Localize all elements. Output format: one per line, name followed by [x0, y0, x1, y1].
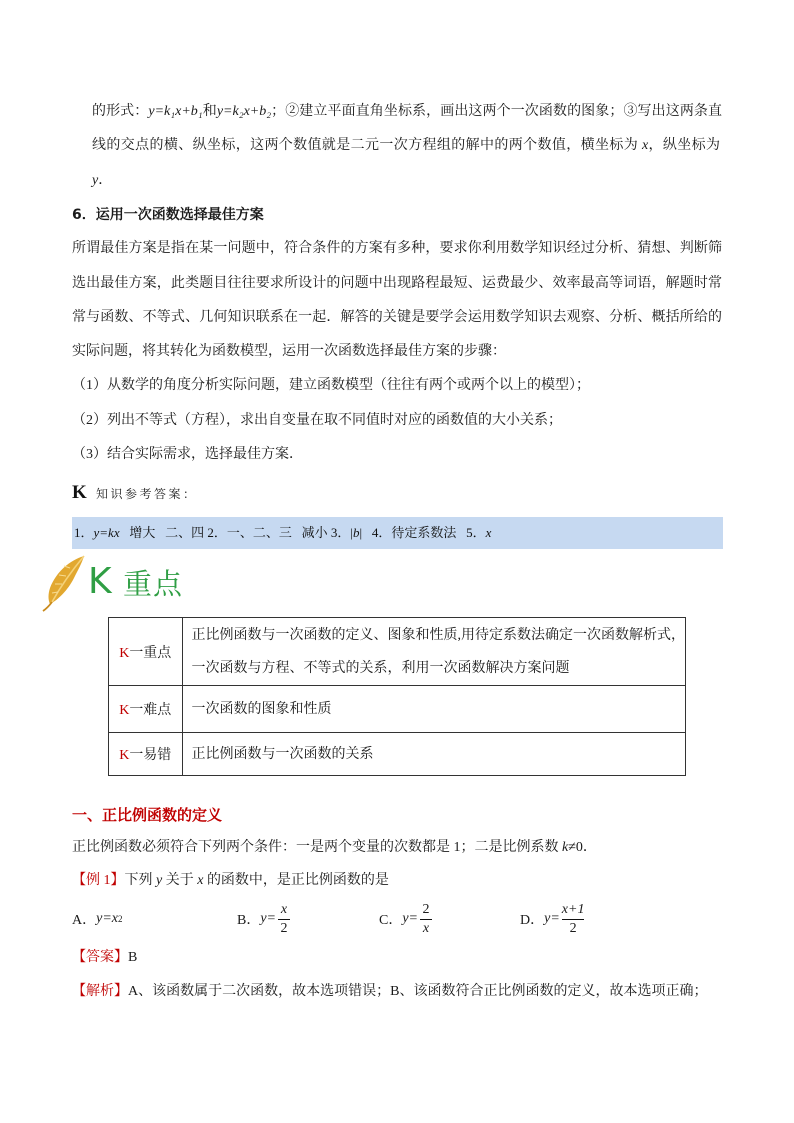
denominator: 2 [569, 920, 577, 936]
paragraph-line: 常与函数、不等式、几何知识联系在一起．解答的关键是要学会运用数学知识去观察、分析、概括所给的 [72, 310, 722, 325]
variable: x [197, 873, 204, 888]
variable: x [485, 525, 492, 540]
text-run: ；②建立平面直角坐标系，画出这两个一次函数的图象；③写出这两条直 [271, 104, 722, 119]
analysis-tag: 【解析】 [72, 984, 128, 999]
option-d [520, 900, 584, 938]
row-label: 一难点 [129, 703, 172, 718]
denominator: 2 [280, 920, 288, 936]
answer-value: B [128, 950, 138, 965]
text-run: 线的交点的横、纵坐标，这两个数值就是二元一次方程组的解中的两个数值，横坐标为 [92, 138, 642, 153]
answers-label: 知识参考答案： [96, 487, 198, 501]
text-run: 和 [202, 104, 217, 119]
content-line: 正比例函数与一次函数的关系 [191, 746, 374, 762]
content-line: 一次函数的图象和性质 [191, 701, 332, 717]
feather-icon [40, 554, 88, 612]
table-cell-label [109, 733, 183, 776]
option-a [72, 900, 123, 938]
option-lhs: y= [544, 911, 560, 926]
variable: k [562, 840, 569, 855]
text-run: 1． [74, 525, 94, 540]
row-label: 一易错 [129, 748, 172, 763]
denominator: x [422, 920, 430, 936]
fraction-bar [562, 919, 585, 920]
table-cell-content [182, 618, 686, 686]
text-run: | 4．待定系数法 5． [359, 525, 486, 540]
focus-table [108, 617, 686, 776]
formula: y=kx [93, 525, 120, 540]
section-heading: 一、正比例函数的定义 [72, 806, 223, 824]
option-letter: C． [379, 913, 403, 928]
content-line: 一次函数与方程、不等式的关系，利用一次函数解决方案问题 [191, 660, 570, 676]
option-letter: A． [72, 913, 97, 928]
variable: b [352, 525, 360, 540]
text-run: 下列 [124, 873, 156, 888]
analysis-text: A、该函数属于二次函数，故本选项错误；B、该函数符合正比例函数的定义，故本选项正确； [128, 984, 708, 999]
step-item: （3）结合实际需求，选择最佳方案． [72, 447, 303, 462]
intro-line [92, 136, 720, 156]
variable: y [92, 173, 99, 188]
k-mark: K [119, 748, 130, 763]
paragraph-line: 实际问题，将其转化为函数模型，运用一次函数选择最佳方案的步骤： [72, 344, 506, 359]
step-item: （1）从数学的角度分析实际问题，建立函数模型（往往有两个或两个以上的模型）； [72, 378, 590, 393]
option-c [379, 900, 432, 938]
k-mark: K [119, 645, 130, 661]
logo-title: 重点 [123, 567, 184, 601]
text-run: ． [98, 173, 113, 188]
variable: y [156, 873, 163, 888]
intro-line [92, 102, 722, 122]
option-lhs: y= [402, 911, 419, 926]
paragraph-line: 选出最佳方案，此类题目往往要求所设计的问题中出现路程最短、运费最少、效率最高等词语，解题时常 [72, 276, 722, 291]
table-row [109, 686, 686, 733]
numerator: 2 [422, 901, 430, 917]
variable: x [641, 138, 649, 153]
table-cell-content [182, 686, 686, 733]
logo-k: K [88, 561, 112, 602]
step-item: （2）列出不等式（方程），求出自变量在取不同值时对应的函数值的大小关系； [72, 413, 562, 428]
content-line: 正比例函数与一次函数的定义、图象和性质,用待定系数法确定一次函数解析式， [191, 627, 685, 643]
fraction-bar [278, 919, 290, 920]
fraction [562, 902, 585, 937]
text-run: ，纵坐标为 [648, 138, 720, 153]
option-expression: y=x [96, 911, 118, 926]
exponent: 2 [118, 914, 123, 924]
table-cell-label [109, 686, 183, 733]
text-run: ≠0． [568, 840, 597, 855]
row-label: 一重点 [129, 645, 172, 661]
analysis-line [72, 982, 707, 1002]
intro-line [92, 171, 112, 191]
numerator: x+1 [561, 901, 585, 917]
table-cell-label [109, 618, 183, 686]
text-run: 增大 二、四 2．一、二、三 减小 3．| [119, 525, 353, 540]
definition-line [72, 838, 597, 858]
answer-line [72, 948, 137, 968]
k-mark: K [119, 703, 130, 718]
paragraph-line: 所谓最佳方案是指在某一问题中，符合条件的方案有多种，要求你利用数学知识经过分析、猜想、判断筛 [72, 241, 722, 256]
formula: y=k₁x+b₁ [148, 104, 203, 119]
fraction-bar [420, 919, 432, 920]
section-heading: 6．运用一次函数选择最佳方案 [72, 207, 264, 223]
numerator: x [280, 901, 288, 917]
example-question [72, 871, 389, 891]
table-row [109, 733, 686, 776]
text-run: 的形式： [92, 104, 149, 119]
option-letter: D． [520, 913, 545, 928]
text-run: 的函数中，是正比例函数的是 [203, 873, 389, 888]
fraction [420, 902, 432, 937]
fraction [278, 902, 290, 937]
answers-bar [72, 517, 723, 549]
option-lhs: y= [260, 911, 277, 926]
text-run: 关于 [162, 873, 198, 888]
formula: y=k₂x+b₂ [216, 104, 272, 119]
table-row [109, 618, 686, 686]
text-run: 正比例函数必须符合下列两个条件：一是两个变量的次数都是 1；二是比例系数 [72, 840, 562, 855]
option-letter: B． [237, 913, 261, 928]
example-tag: 【例 1】 [72, 873, 125, 888]
answer-tag: 【答案】 [72, 950, 128, 965]
option-b [237, 900, 290, 938]
table-cell-content [182, 733, 686, 776]
k-badge-icon: K [72, 482, 87, 503]
